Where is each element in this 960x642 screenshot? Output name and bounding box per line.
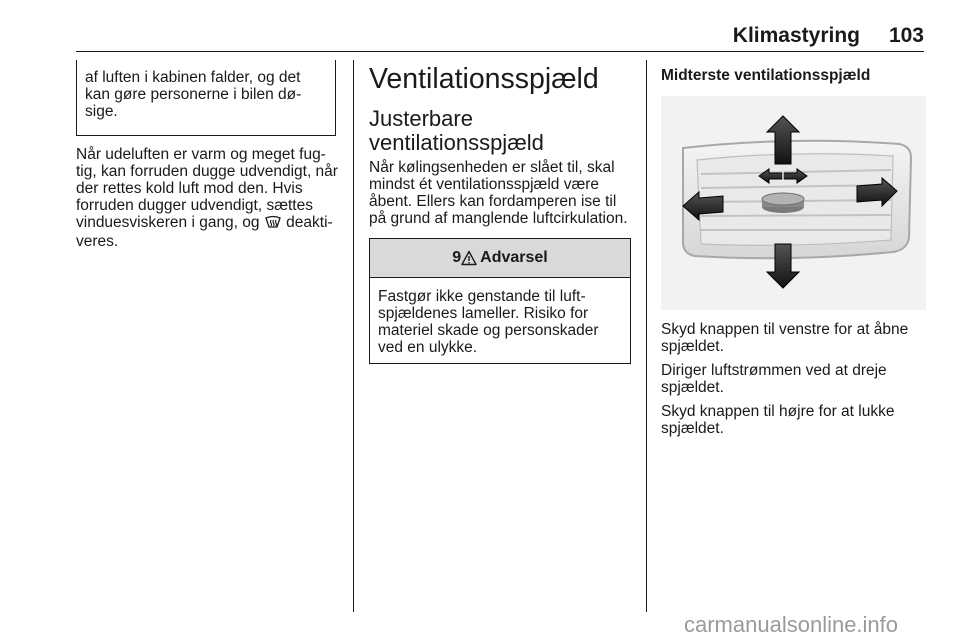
note-text: af luften i kabinen falder, og det kan gøre personerne i bilen dø-sige. <box>85 69 302 120</box>
section-title: Ventilationsspjæld <box>369 63 599 95</box>
paragraph-text: Når udeluften er varm og meget fug-tig, kan forruden dugge udvendigt, når der rettes kold luft mod den. Hvis forruden dugger udvendigt, sættes vinduesviskeren i gang, og <box>76 146 338 231</box>
note-box <box>76 60 336 136</box>
figure-title: Midterste ventilationsspjæld <box>661 67 871 84</box>
center-air-vent-illustration <box>661 96 926 310</box>
chapter-title: Klimastyring <box>732 24 860 47</box>
warning-header <box>370 239 630 278</box>
column-divider <box>646 60 647 612</box>
warning-box <box>369 238 631 364</box>
ventilation-paragraph: Når kølingsenheden er slået til, skal mindst ét ventilationsspjæld være åbent. Ellers kan fordamperen ise til på grund af manglende luftcirkulation. <box>369 159 628 227</box>
watermark-text: carmanualsonline.info <box>684 612 899 637</box>
windscreen-demist-icon <box>264 215 282 233</box>
warning-text: Fastgør ikke genstande til luft-spjældenes lameller. Risiko for materiel skade og personskader ved en ulykke. <box>378 288 599 356</box>
header-rule <box>76 51 924 52</box>
instruction-paragraph: Diriger luftstrømmen ved at dreje spjældet. <box>661 362 887 396</box>
subsection-title: Justerbare ventilationsspjæld <box>369 106 544 155</box>
warning-number: 9 <box>452 249 462 266</box>
page-number: 103 <box>888 24 924 47</box>
warning-title: Advarsel <box>480 249 548 266</box>
paragraph-text-end: deakti-veres. <box>76 214 333 250</box>
instruction-paragraph: Skyd knappen til venstre for at åbne spjældet. <box>661 321 909 355</box>
demisting-paragraph <box>76 146 342 250</box>
column-divider <box>353 60 354 612</box>
warning-triangle-icon <box>461 250 477 266</box>
instruction-paragraph: Skyd knappen til højre for at lukke spjældet. <box>661 403 895 437</box>
